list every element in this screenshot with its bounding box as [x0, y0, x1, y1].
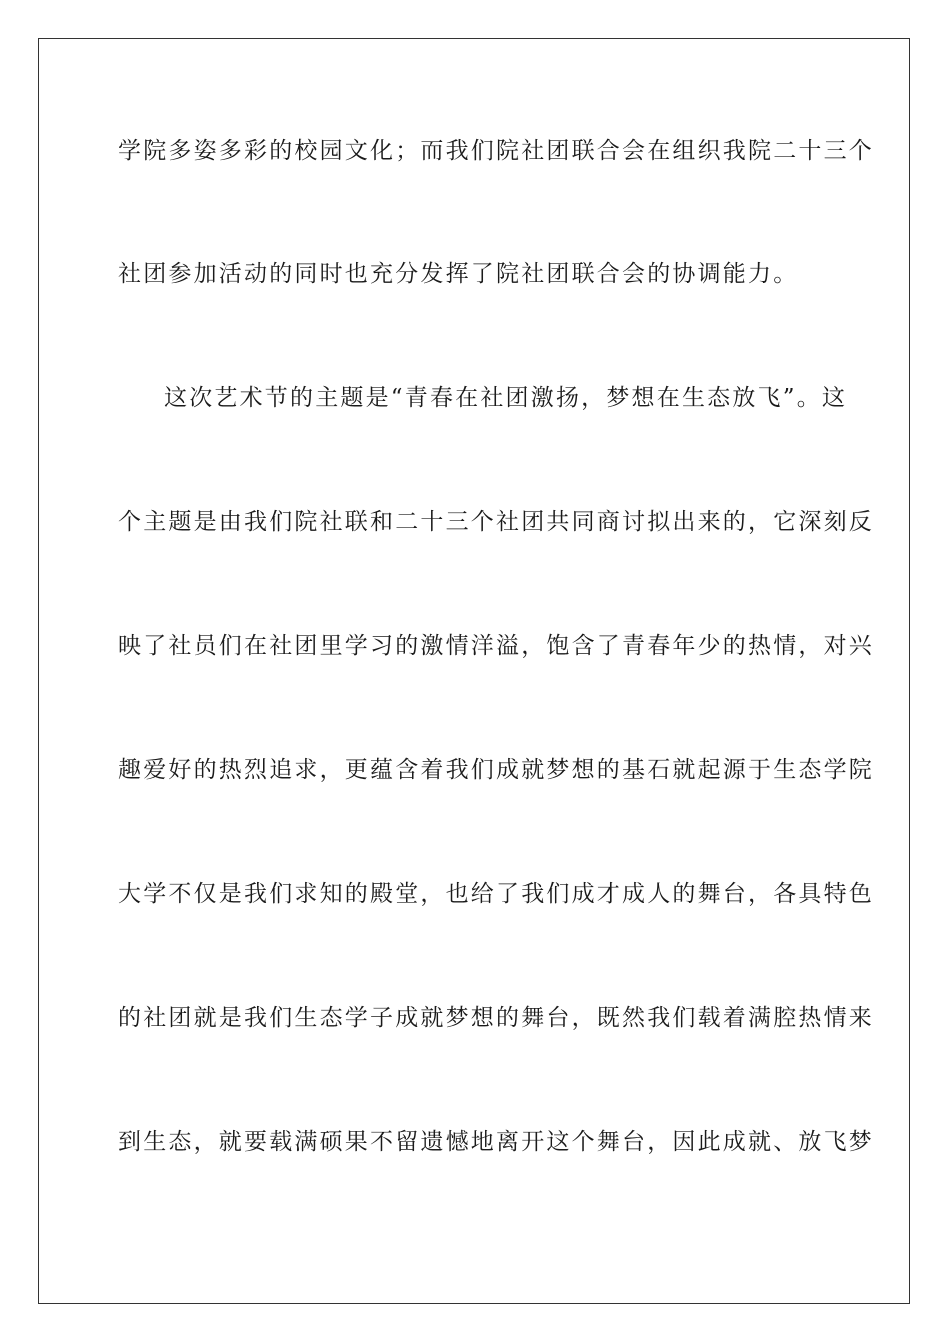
page-border [38, 38, 910, 1304]
text-line-9: 到生态，就要载满硕果不留遗憾地离开这个舞台，因此成就、放飞梦 [118, 1129, 874, 1155]
text-line-1: 学院多姿多彩的校园文化；而我们院社团联合会在组织我院二十三个 [118, 138, 874, 164]
text-line-7: 大学不仅是我们求知的殿堂，也给了我们成才成人的舞台，各具特色 [118, 881, 874, 907]
text-line-3: 这次艺术节的主题是“青春在社团激扬，梦想在生态放飞”。这 [164, 385, 848, 411]
text-line-2: 社团参加活动的同时也充分发挥了院社团联合会的协调能力。 [118, 261, 799, 287]
text-line-6: 趣爱好的热烈追求，更蕴含着我们成就梦想的基石就起源于生态学院 [118, 757, 874, 783]
text-line-8: 的社团就是我们生态学子成就梦想的舞台，既然我们载着满腔热情来 [118, 1005, 874, 1031]
text-line-4: 个主题是由我们院社联和二十三个社团共同商讨拟出来的，它深刻反 [118, 509, 874, 535]
text-line-5: 映了社员们在社团里学习的激情洋溢，饱含了青春年少的热情，对兴 [118, 633, 874, 659]
